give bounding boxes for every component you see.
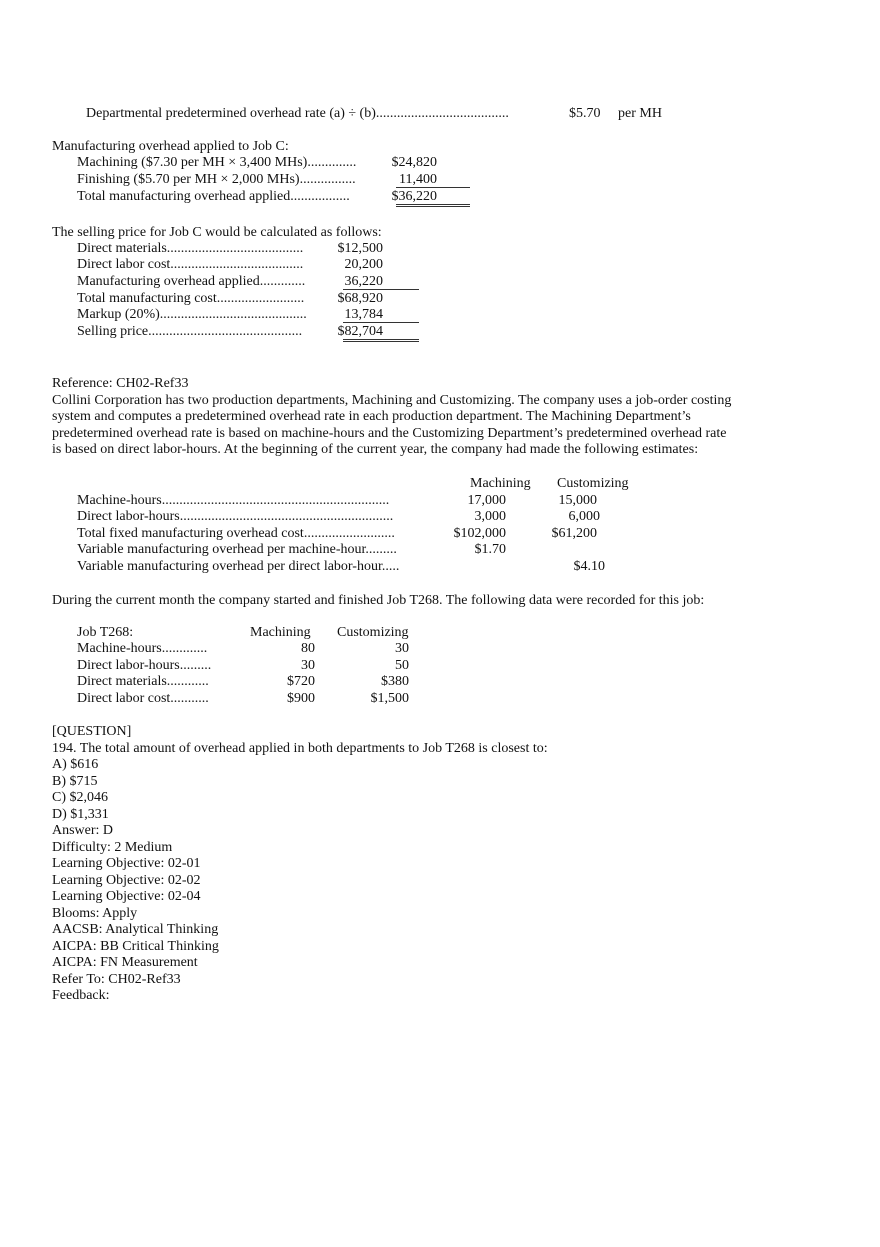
reference-text-line: Collini Corporation has two production departments, Machining and Customizing. The company uses a job-order costing — [52, 393, 732, 408]
answer-option: D) $1,331 — [52, 807, 109, 822]
meta-answer: Answer: D — [52, 823, 114, 838]
meta-learning-objective: Learning Objective: 02-04 — [52, 889, 201, 904]
applied-title: Manufacturing overhead applied to Job C: — [52, 139, 289, 154]
job-header-customizing: Customizing — [337, 625, 409, 640]
job-row-label: Direct labor-hours......... — [77, 658, 212, 673]
job-title: Job T268: — [77, 625, 134, 640]
reference-text-line: system and computes a predetermined overhead rate in each production department. The Machining Department’s — [52, 409, 691, 424]
job-machining-value: 30 — [301, 658, 315, 673]
meta-difficulty: Difficulty: 2 Medium — [52, 840, 173, 855]
meta-refer-to: Refer To: CH02-Ref33 — [52, 972, 181, 987]
reference-title: Reference: CH02-Ref33 — [52, 376, 189, 391]
estimates-header-customizing: Customizing — [557, 476, 629, 491]
rate-value: $5.70 — [569, 106, 601, 121]
job-header-machining: Machining — [250, 625, 311, 640]
estimates-machining-value: $102,000 — [453, 526, 506, 541]
selling-row-value: $82,704 — [337, 324, 383, 339]
job-customizing-value: $380 — [381, 674, 409, 689]
job-customizing-value: $1,500 — [370, 691, 409, 706]
job-row-label: Direct labor cost........... — [77, 691, 209, 706]
selling-row-label: Direct labor cost...................................... — [77, 257, 304, 272]
meta-learning-objective: Learning Objective: 02-02 — [52, 873, 201, 888]
estimates-row-label: Direct labor-hours............................................................. — [77, 509, 394, 524]
estimates-row-label: Total fixed manufacturing overhead cost.......................... — [77, 526, 395, 541]
selling-row-label: Manufacturing overhead applied............. — [77, 274, 306, 289]
reference-text-line: predetermined overhead rate is based on machine-hours and the Customizing Department’s predetermined overhead rate — [52, 426, 727, 441]
question-tag: [QUESTION] — [52, 724, 132, 739]
estimates-machining-value: $1.70 — [474, 542, 506, 557]
estimates-customizing-value: 6,000 — [568, 509, 600, 524]
applied-row-value: $36,220 — [391, 189, 437, 204]
answer-option: A) $616 — [52, 757, 99, 772]
estimates-row-label: Machine-hours................................................................. — [77, 493, 390, 508]
job-row-label: Machine-hours............. — [77, 641, 208, 656]
during-text: During the current month the company started and finished Job T268. The following data were recorded for this job: — [52, 593, 705, 608]
meta-aicpa: AICPA: BB Critical Thinking — [52, 939, 219, 954]
applied-row-label: Total manufacturing overhead applied................. — [77, 189, 350, 204]
selling-row-value: 36,220 — [344, 274, 383, 289]
selling-row-value: $68,920 — [337, 291, 383, 306]
question-text: 194. The total amount of overhead applied in both departments to Job T268 is closest to: — [52, 741, 548, 756]
answer-option: B) $715 — [52, 774, 98, 789]
job-machining-value: $720 — [287, 674, 315, 689]
meta-aacsb: AACSB: Analytical Thinking — [52, 922, 219, 937]
meta-aicpa: AICPA: FN Measurement — [52, 955, 198, 970]
estimates-machining-value: 3,000 — [474, 509, 506, 524]
selling-row-label: Selling price............................................ — [77, 324, 303, 339]
meta-learning-objective: Learning Objective: 02-01 — [52, 856, 201, 871]
estimates-row-label: Variable manufacturing overhead per machine-hour......... — [77, 542, 397, 557]
selling-row-label: Direct materials....................................... — [77, 241, 304, 256]
applied-row-label: Finishing ($5.70 per MH × 2,000 MHs)................ — [77, 172, 356, 187]
selling-title: The selling price for Job C would be calculated as follows: — [52, 225, 382, 240]
applied-row-label: Machining ($7.30 per MH × 3,400 MHs).............. — [77, 155, 357, 170]
estimates-customizing-value: 15,000 — [558, 493, 597, 508]
selling-row-value: $12,500 — [337, 241, 383, 256]
answer-option: C) $2,046 — [52, 790, 108, 805]
meta-feedback: Feedback: — [52, 988, 110, 1003]
estimates-header-machining: Machining — [470, 476, 531, 491]
meta-blooms: Blooms: Apply — [52, 906, 138, 921]
rate-unit: per MH — [618, 106, 662, 121]
estimates-customizing-value: $4.10 — [573, 559, 605, 574]
selling-row-label: Total manufacturing cost......................... — [77, 291, 305, 306]
selling-row-value: 20,200 — [344, 257, 383, 272]
applied-row-value: $24,820 — [391, 155, 437, 170]
estimates-row-label: Variable manufacturing overhead per direct labor-hour..... — [77, 559, 400, 574]
estimates-machining-value: 17,000 — [467, 493, 506, 508]
job-customizing-value: 50 — [395, 658, 409, 673]
reference-text-line: is based on direct labor-hours. At the beginning of the current year, the company had made the following estimates: — [52, 442, 699, 457]
job-machining-value: 80 — [301, 641, 315, 656]
job-customizing-value: 30 — [395, 641, 409, 656]
rate-label: Departmental predetermined overhead rate (a) ÷ (b)...................................... — [86, 106, 509, 121]
estimates-customizing-value: $61,200 — [551, 526, 597, 541]
selling-row-label: Markup (20%).......................................... — [77, 307, 307, 322]
applied-row-value: 11,400 — [399, 172, 437, 187]
selling-row-value: 13,784 — [344, 307, 383, 322]
job-row-label: Direct materials............ — [77, 674, 209, 689]
job-machining-value: $900 — [287, 691, 315, 706]
